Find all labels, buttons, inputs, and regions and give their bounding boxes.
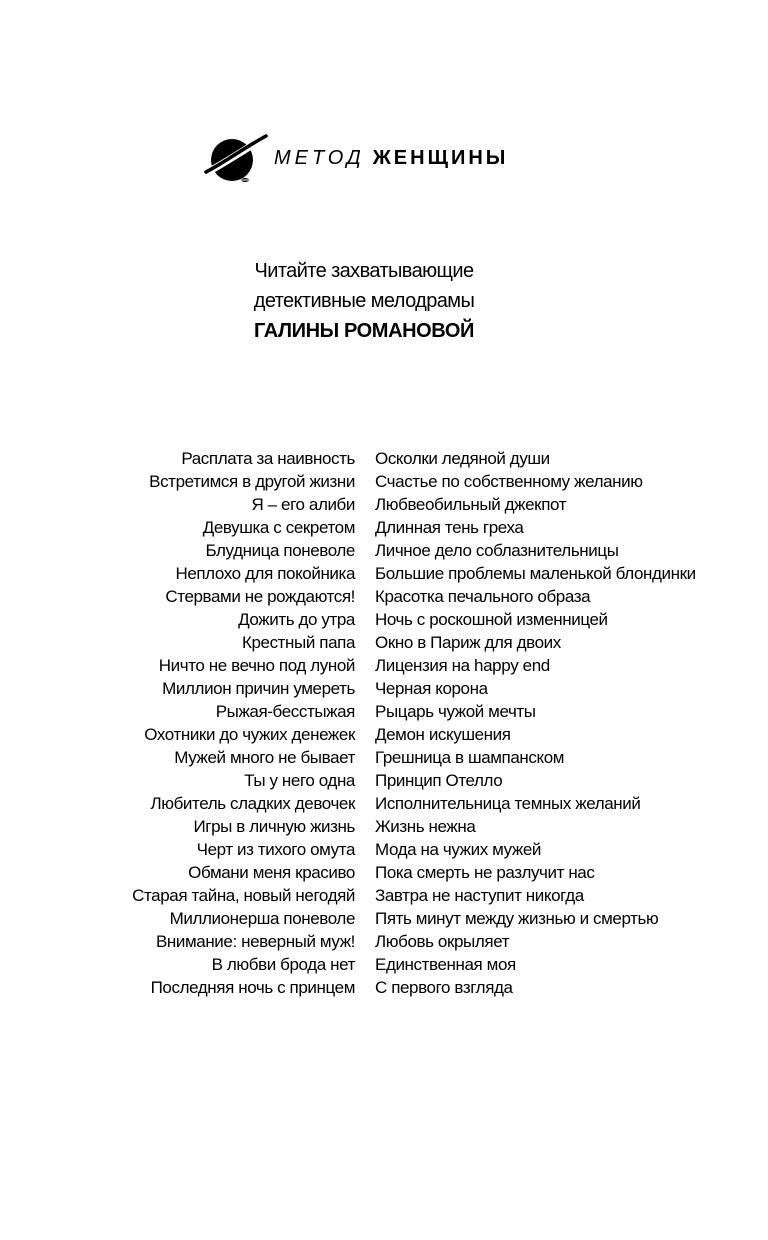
book-title: Ничто не вечно под луной bbox=[158, 656, 355, 675]
book-title: Старая тайна, новый негодяй bbox=[132, 886, 355, 905]
book-title: Встретимся в другой жизни bbox=[149, 472, 355, 491]
series-title-bold: ЖЕНЩИНЫ bbox=[372, 147, 509, 169]
book-title: Рыжая-бесстыжая bbox=[215, 702, 355, 721]
book-title: Обмани меня красиво bbox=[188, 863, 355, 882]
series-title-light: МЕТОД bbox=[274, 147, 365, 169]
book-title: Неплохо для покойника bbox=[175, 564, 355, 583]
book-title: Красотка печального образа bbox=[375, 587, 591, 606]
book-title: Миллион причин умереть bbox=[162, 679, 355, 698]
book-title: Грешница в шампанском bbox=[375, 748, 565, 767]
book-title: Мужей много не бывает bbox=[174, 748, 355, 767]
intro-block bbox=[0, 256, 728, 346]
author-name: ГАЛИНЫ РОМАНОВОЙ bbox=[254, 320, 474, 342]
book-title: Осколки ледяной души bbox=[375, 449, 550, 468]
book-title: Мода на чужих мужей bbox=[375, 840, 542, 859]
intro-line-1: Читайте захватывающие bbox=[254, 260, 474, 282]
intro-line-2: детективные мелодрамы bbox=[253, 290, 475, 312]
book-title: Ты у него одна bbox=[244, 771, 355, 790]
book-title: Большие проблемы маленькой блондинки bbox=[375, 564, 696, 583]
book-title: Я – его алиби bbox=[251, 495, 355, 514]
book-title: Ночь с роскошной изменницей bbox=[375, 610, 608, 629]
book-title: Любитель сладких девочек bbox=[150, 794, 355, 813]
book-title: Крестный папа bbox=[241, 633, 355, 652]
book-title: Стервами не рождаются! bbox=[165, 587, 355, 606]
book-title: Окно в Париж для двоих bbox=[375, 633, 561, 652]
book-title: Рыцарь чужой мечты bbox=[375, 702, 536, 721]
book-title: Пока смерть не разлучит нас bbox=[375, 863, 595, 882]
series-logo bbox=[200, 128, 520, 192]
book-title: Личное дело соблазнительницы bbox=[375, 541, 619, 560]
book-title: Дожить до утра bbox=[238, 610, 355, 629]
book-title: Лицензия на happy end bbox=[375, 656, 550, 675]
series-title bbox=[274, 146, 508, 170]
titles-left-column bbox=[60, 447, 355, 999]
book-title: Единственная моя bbox=[375, 955, 516, 974]
book-title: Счастье по собственному желанию bbox=[375, 472, 643, 491]
book-title: Демон искушения bbox=[375, 725, 511, 744]
book-title: С первого взгляда bbox=[375, 978, 513, 997]
book-title: Последняя ночь с принцем bbox=[150, 978, 355, 997]
saturn-planet-icon bbox=[200, 128, 270, 192]
book-title: Принцип Отелло bbox=[375, 771, 503, 790]
book-title: Игры в личную жизнь bbox=[193, 817, 355, 836]
book-title: Черная корона bbox=[375, 679, 488, 698]
book-title: Любвеобильный джекпот bbox=[375, 495, 567, 514]
titles-right-column bbox=[375, 447, 755, 999]
book-title: Девушка с секретом bbox=[202, 518, 355, 537]
book-title: В любви брода нет bbox=[211, 955, 355, 974]
book-title: Жизнь нежна bbox=[375, 817, 476, 836]
book-title: Черт из тихого омута bbox=[196, 840, 355, 859]
book-title: Длинная тень греха bbox=[375, 518, 524, 537]
book-title: Любовь окрыляет bbox=[375, 932, 510, 951]
book-title: Миллионерша поневоле bbox=[169, 909, 355, 928]
book-title: Пять минут между жизнью и смертью bbox=[375, 909, 659, 928]
book-title: Завтра не наступит никогда bbox=[375, 886, 584, 905]
book-title: Блудница поневоле bbox=[205, 541, 355, 560]
book-title: Исполнительница темных желаний bbox=[375, 794, 641, 813]
book-title: Охотники до чужих денежек bbox=[144, 725, 355, 744]
book-title: Расплата за наивность bbox=[181, 449, 355, 468]
book-title: Внимание: неверный муж! bbox=[155, 932, 355, 951]
